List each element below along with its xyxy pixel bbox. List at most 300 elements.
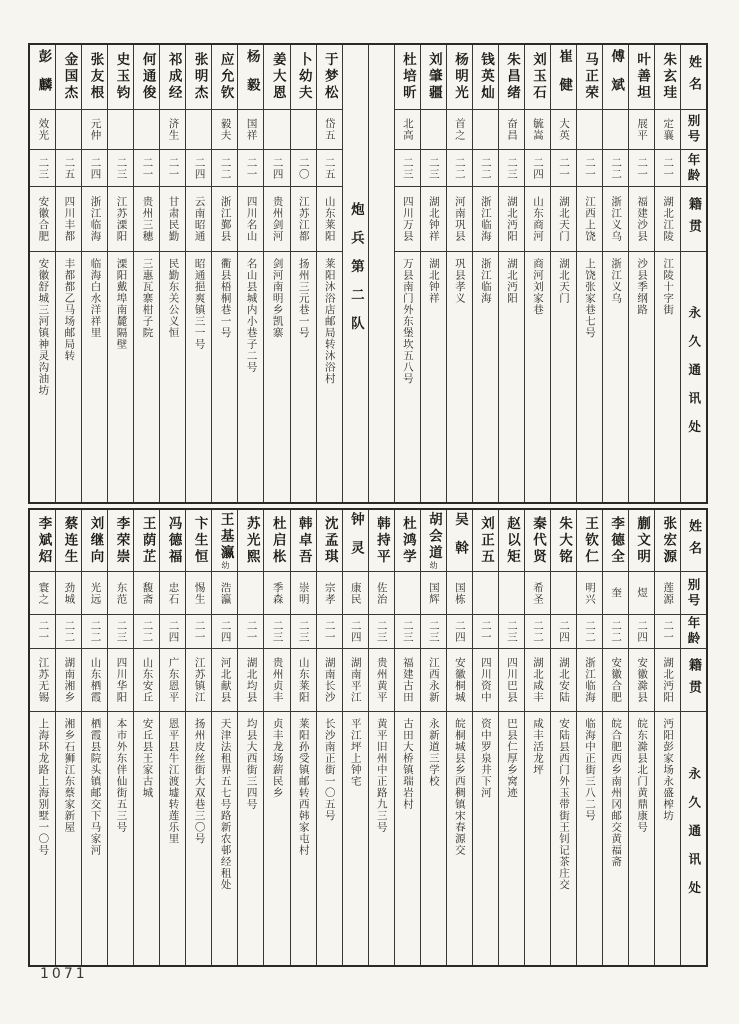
person-address: 临海中正街三八二号 — [584, 718, 597, 822]
person-alias: 奋昌 — [499, 110, 524, 150]
person-alias: 宗孝 — [317, 572, 342, 615]
person-column — [316, 45, 342, 502]
person-age: 二二 — [134, 615, 159, 649]
person-column — [472, 45, 498, 502]
person-name: 于梦松 — [317, 45, 342, 110]
person-name: 朱昌绪 — [499, 45, 524, 110]
person-origin: 湖南长沙 — [317, 649, 342, 712]
person-origin: 山东栖霞 — [82, 649, 107, 712]
header-column — [680, 510, 706, 965]
person-address: 黄平旧州中正路九三号 — [375, 718, 388, 833]
person-alias: 国辉 — [421, 572, 446, 615]
person-column — [107, 45, 133, 502]
header-name: 姓名 — [681, 510, 706, 572]
person-origin: 浙江临海 — [82, 187, 107, 252]
person-origin: 云南昭通 — [186, 187, 211, 252]
person-address: 上饶张家巷七号 — [584, 258, 597, 339]
person-alias: 效光 — [30, 110, 55, 150]
person-name: 杜启枨 — [264, 510, 289, 572]
person-column — [133, 510, 159, 965]
person-origin: 江苏镇江 — [186, 649, 211, 712]
person-column — [654, 510, 680, 965]
person-address: 皖合肥西乡南州冈邮交黄福斋 — [610, 718, 623, 868]
header-age: 年龄 — [681, 615, 706, 649]
person-name: 朱玄珪 — [655, 45, 680, 110]
person-column — [368, 510, 394, 965]
person-address: 昭通挹爽镇三一号 — [193, 258, 206, 350]
person-alias — [264, 110, 289, 150]
person-name: 李德全 — [603, 510, 628, 572]
person-alias — [473, 110, 498, 150]
person-age: 二三 — [499, 615, 524, 649]
person-age: 二四 — [212, 615, 237, 649]
person-address: 永新道三学校 — [427, 718, 440, 787]
person-origin: 湖北沔阳 — [499, 187, 524, 252]
person-origin: 浙江鄞县 — [212, 187, 237, 252]
person-age: 二一 — [629, 150, 654, 187]
person-alias — [421, 110, 446, 150]
person-name: 吴斡 — [447, 510, 472, 572]
person-name: 何通俊 — [134, 45, 159, 110]
person-name: 胡会道 幼 — [421, 510, 446, 572]
person-origin: 浙江义乌 — [603, 187, 628, 252]
person-alias — [56, 110, 81, 150]
person-origin: 四川华阳 — [108, 649, 133, 712]
person-column — [602, 45, 628, 502]
person-name: 史玉钧 — [108, 45, 133, 110]
person-origin: 贵州贞丰 — [264, 649, 289, 712]
person-age: 二三 — [291, 615, 316, 649]
person-alias: 浩瀛 — [212, 572, 237, 615]
person-column — [237, 510, 263, 965]
person-column — [576, 45, 602, 502]
person-name: 卞生恒 — [186, 510, 211, 572]
person-age: 二二 — [473, 150, 498, 187]
person-age: 二三 — [395, 615, 420, 649]
person-address: 莱阳沐浴店邮局转沐浴村 — [323, 258, 336, 385]
person-alias — [108, 110, 133, 150]
person-column — [55, 510, 81, 965]
person-origin: 江苏溧阳 — [108, 187, 133, 252]
person-age: 二五 — [317, 150, 342, 187]
person-age: 二一 — [655, 150, 680, 187]
person-origin: 湖北沔阳 — [655, 649, 680, 712]
person-address: 湖北沔阳 — [505, 258, 518, 304]
person-column — [524, 510, 550, 965]
unit-divider-column — [342, 45, 368, 502]
person-address: 沔阳彭家场永盛榨坊 — [662, 718, 675, 822]
person-column — [550, 510, 576, 965]
person-address: 安丘县王家古城 — [141, 718, 154, 799]
person-alias: 大英 — [551, 110, 576, 150]
person-name: 冯德福 — [160, 510, 185, 572]
header-age: 年龄 — [681, 150, 706, 187]
person-age: 二三 — [30, 150, 55, 187]
person-column — [602, 510, 628, 965]
person-address: 湘乡石狮江东蔡家新屋 — [63, 718, 76, 833]
person-alias: 希圣 — [525, 572, 550, 615]
person-address: 剑河南明乡凯寨 — [271, 258, 284, 339]
person-alias: 国栋 — [447, 572, 472, 615]
person-origin: 福建古田 — [395, 649, 420, 712]
person-name: 钱英灿 — [473, 45, 498, 110]
person-column — [185, 45, 211, 502]
person-origin: 安徽滁县 — [629, 649, 654, 712]
person-name: 刘继向 — [82, 510, 107, 572]
person-name: 王基瀛 幼 — [212, 510, 237, 572]
person-name: 韩卓吾 — [291, 510, 316, 572]
person-name: 彭麟 — [30, 45, 55, 110]
person-alias: 劲城 — [56, 572, 81, 615]
person-age: 二一 — [655, 615, 680, 649]
person-alias: 展平 — [629, 110, 654, 150]
person-address: 沙县季纲路 — [636, 258, 649, 316]
person-name: 应允钦 — [212, 45, 237, 110]
person-name: 苏光熙 — [238, 510, 263, 572]
person-name: 李荣崇 — [108, 510, 133, 572]
person-age: 二三 — [108, 615, 133, 649]
person-name: 傅斌 — [603, 45, 628, 110]
person-alias — [577, 110, 602, 150]
person-alias: 毓嵩 — [525, 110, 550, 150]
header-origin: 籍贯 — [681, 187, 706, 252]
person-name: 沈孟琪 — [317, 510, 342, 572]
person-column — [237, 45, 263, 502]
person-origin: 贵州三穗 — [134, 187, 159, 252]
person-name: 卜幼夫 — [291, 45, 316, 110]
person-age: 二一 — [160, 150, 185, 187]
person-address: 巴县仁厚乡窝迹 — [505, 718, 518, 799]
person-name: 蔡连生 — [56, 510, 81, 572]
person-address: 湖北天门 — [558, 258, 570, 304]
person-alias: 康民 — [343, 572, 368, 615]
person-alias: 煜 — [629, 572, 654, 615]
unit-divider-label: 炮兵第二队 — [347, 202, 364, 345]
header-address: 永久通讯处 — [686, 305, 702, 449]
person-name: 祁成经 — [160, 45, 185, 110]
person-column — [654, 45, 680, 502]
person-address: 巩县孝义 — [453, 258, 466, 304]
person-age: 二一 — [577, 150, 602, 187]
person-address: 商河刘家巷 — [531, 258, 544, 316]
person-alias: 奎 — [603, 572, 628, 615]
person-column — [420, 510, 446, 965]
person-alias — [551, 572, 576, 615]
person-age: 二五 — [56, 150, 81, 187]
person-origin: 四川巴县 — [499, 649, 524, 712]
person-column — [30, 45, 55, 502]
person-column — [394, 510, 420, 965]
person-name: 秦代贤 — [525, 510, 550, 572]
person-name: 杜鸿学 — [395, 510, 420, 572]
person-origin: 安徽合肥 — [30, 187, 55, 252]
person-address: 资中罗泉井下河 — [479, 718, 492, 799]
person-age: 二四 — [82, 150, 107, 187]
roster-table-top — [28, 43, 708, 504]
person-address: 咸丰活龙坪 — [531, 718, 544, 776]
person-column — [628, 510, 654, 965]
person-origin: 江苏无锡 — [30, 649, 55, 712]
person-origin: 湖南平江 — [343, 649, 368, 712]
person-address: 皖桐城县乡西稠镇宋春源交 — [453, 718, 466, 856]
person-alias: 岱五 — [317, 110, 342, 150]
person-alias — [238, 572, 263, 615]
person-alias: 首之 — [447, 110, 472, 150]
person-name: 杨毅 — [238, 45, 263, 110]
person-origin: 贵州剑河 — [264, 187, 289, 252]
person-alias — [603, 110, 628, 150]
person-age: 二一 — [134, 150, 159, 187]
person-column — [498, 45, 524, 502]
person-origin: 江西永新 — [421, 649, 446, 712]
person-origin: 安徽桐城 — [447, 649, 472, 712]
person-alias: 忠石 — [160, 572, 185, 615]
person-alias: 惕生 — [186, 572, 211, 615]
person-column — [81, 510, 107, 965]
person-column — [446, 510, 472, 965]
person-address: 安徽舒城三河镇神灵沟油坊 — [37, 258, 50, 396]
person-age: 二四 — [343, 615, 368, 649]
person-address: 莱阳孙受镇邮转西韩家屯村 — [297, 718, 310, 856]
person-age: 二四 — [551, 615, 576, 649]
person-alias: 明兴 — [577, 572, 602, 615]
person-address: 安陆县西门外玉带街王钊记茶庄交 — [558, 718, 570, 891]
person-alias: 寰之 — [30, 572, 55, 615]
person-address: 扬州皮丝街大双巷三〇号 — [193, 718, 206, 845]
person-address: 栖霞县院头镇邮交下马家河 — [89, 718, 102, 856]
person-origin: 安徽合肥 — [603, 649, 628, 712]
person-address: 上海环龙路上海别墅一〇号 — [37, 718, 50, 856]
person-name: 张友根 — [82, 45, 107, 110]
person-name: 李斌炤 — [30, 510, 55, 572]
person-age: 二一 — [30, 615, 55, 649]
person-age: 二二 — [577, 615, 602, 649]
person-alias: 东范 — [108, 572, 133, 615]
person-address: 临海白水洋祥里 — [89, 258, 102, 339]
person-address: 溧阳戴埠南麓隔壁 — [115, 258, 128, 350]
person-column — [524, 45, 550, 502]
person-name: 刘肇疆 — [421, 45, 446, 110]
person-origin: 湖北钟祥 — [421, 187, 446, 252]
person-alias — [473, 572, 498, 615]
person-column — [290, 510, 316, 965]
person-name: 姜大恩 — [264, 45, 289, 110]
person-age: 二二 — [603, 615, 628, 649]
person-address: 衢县梧桐巷一号 — [219, 258, 232, 339]
person-name: 崔健 — [551, 45, 576, 110]
person-origin: 山东安丘 — [134, 649, 159, 712]
person-name: 刘玉石 — [525, 45, 550, 110]
header-name: 姓名 — [681, 45, 706, 110]
person-age: 二四 — [447, 615, 472, 649]
person-alias: 济生 — [160, 110, 185, 150]
person-alias: 毅夫 — [212, 110, 237, 150]
person-alias — [134, 110, 159, 150]
person-address: 浙江义乌 — [610, 258, 623, 304]
person-address: 江陵十字街 — [662, 258, 675, 316]
person-name: 杜培昕 — [395, 45, 420, 110]
person-origin: 湖北咸丰 — [525, 649, 550, 712]
person-name: 赵以矩 — [499, 510, 524, 572]
person-origin: 四川名山 — [238, 187, 263, 252]
person-origin: 江苏江都 — [291, 187, 316, 252]
person-origin: 贵州黄平 — [369, 649, 394, 712]
person-address: 民勤东关公义恒 — [167, 258, 180, 339]
person-column — [185, 510, 211, 965]
person-name: 王荫芷 — [134, 510, 159, 572]
person-name: 张明杰 — [186, 45, 211, 110]
person-column — [420, 45, 446, 502]
person-address: 恩平县牛江渡墟转莲乐里 — [167, 718, 180, 845]
person-alias: 崇明 — [291, 572, 316, 615]
person-name: 张宏源 — [655, 510, 680, 572]
person-column — [133, 45, 159, 502]
person-origin: 四川丰都 — [56, 187, 81, 252]
person-origin: 河北献县 — [212, 649, 237, 712]
person-column — [576, 510, 602, 965]
person-column — [550, 45, 576, 502]
person-age: 二二 — [525, 615, 550, 649]
person-address: 湖北钟祥 — [427, 258, 440, 304]
person-column — [211, 45, 237, 502]
person-origin: 福建沙县 — [629, 187, 654, 252]
person-age: 二一 — [317, 615, 342, 649]
person-name: 杨明光 — [447, 45, 472, 110]
person-origin: 湖南湘乡 — [56, 649, 81, 712]
person-name: 钟灵 — [343, 510, 368, 572]
person-age: 二四 — [629, 615, 654, 649]
person-origin: 山东莱阳 — [317, 187, 342, 252]
person-alias: 季森 — [264, 572, 289, 615]
person-origin: 四川万县 — [395, 187, 420, 252]
person-address: 三惠瓦寨柑子院 — [141, 258, 154, 339]
person-origin: 湖北江陵 — [655, 187, 680, 252]
person-age: 二三 — [421, 150, 446, 187]
person-age: 二一 — [473, 615, 498, 649]
header-alias: 别号 — [681, 110, 706, 150]
person-address: 浙江临海 — [479, 258, 492, 304]
header-column — [680, 45, 706, 502]
person-origin: 山东商河 — [525, 187, 550, 252]
person-age: 二一 — [238, 150, 263, 187]
person-column — [472, 510, 498, 965]
person-column — [290, 45, 316, 502]
person-alias: 莲源 — [655, 572, 680, 615]
person-origin: 山东莱阳 — [291, 649, 316, 712]
person-address: 扬州三元巷一号 — [297, 258, 310, 339]
person-age: 二〇 — [291, 150, 316, 187]
person-address: 长沙南正街一〇五号 — [323, 718, 336, 822]
spacer-column — [368, 45, 394, 502]
person-alias — [395, 572, 420, 615]
person-column — [394, 45, 420, 502]
person-age: 二二 — [212, 150, 237, 187]
person-column — [159, 510, 185, 965]
person-age: 二二 — [56, 615, 81, 649]
person-address: 本市外东伴仙街五三号 — [115, 718, 128, 833]
person-name: 蒯文明 — [629, 510, 654, 572]
person-age: 二四 — [525, 150, 550, 187]
person-address: 均县大西街三四号 — [245, 718, 258, 810]
person-alias: 佐治 — [369, 572, 394, 615]
person-address: 古田大桥镇瑞岩村 — [401, 718, 414, 810]
person-origin: 四川资中 — [473, 649, 498, 712]
person-origin: 湖北安陆 — [551, 649, 576, 712]
person-column — [30, 510, 55, 965]
person-origin: 广东恩平 — [160, 649, 185, 712]
person-age: 二二 — [82, 615, 107, 649]
person-alias — [499, 572, 524, 615]
person-age: 二三 — [264, 615, 289, 649]
person-address: 丰都都乙马场邮局转 — [63, 258, 76, 362]
person-name: 王钦仁 — [577, 510, 602, 572]
header-address: 永久通讯处 — [686, 767, 702, 910]
person-column — [498, 510, 524, 965]
person-origin: 浙江临海 — [577, 649, 602, 712]
person-address: 名山县城内小巷子二号 — [245, 258, 258, 373]
person-name: 韩持平 — [369, 510, 394, 572]
person-column — [81, 45, 107, 502]
person-column — [342, 510, 368, 965]
person-column — [107, 510, 133, 965]
person-address: 天津法租界五七号路新农邨经租处 — [219, 718, 232, 891]
person-origin: 浙江临海 — [473, 187, 498, 252]
person-column — [211, 510, 237, 965]
person-alias — [186, 110, 211, 150]
person-name: 金国杰 — [56, 45, 81, 110]
person-alias: 定襄 — [655, 110, 680, 150]
person-origin: 江西上饶 — [577, 187, 602, 252]
header-alias: 别号 — [681, 572, 706, 615]
person-origin: 河南巩县 — [447, 187, 472, 252]
person-name-note: 幼 — [220, 561, 230, 570]
person-age: 二一 — [238, 615, 263, 649]
person-alias: 元仲 — [82, 110, 107, 150]
person-name: 马正荣 — [577, 45, 602, 110]
person-name: 刘正五 — [473, 510, 498, 572]
person-age: 二三 — [395, 150, 420, 187]
person-column — [263, 510, 289, 965]
person-age: 二一 — [551, 150, 576, 187]
person-age: 二四 — [160, 615, 185, 649]
page-number: 1071 — [40, 966, 88, 982]
person-age: 二二 — [447, 150, 472, 187]
person-name: 叶善坦 — [629, 45, 654, 110]
person-name: 朱大铭 — [551, 510, 576, 572]
person-name-note: 幼 — [429, 561, 439, 570]
person-column — [263, 45, 289, 502]
header-origin: 籍贯 — [681, 649, 706, 712]
person-column — [55, 45, 81, 502]
person-alias: 馥斋 — [134, 572, 159, 615]
person-age: 二四 — [264, 150, 289, 187]
person-address: 万县南门外东堡坎五八号 — [401, 258, 414, 385]
person-origin: 湖北天门 — [551, 187, 576, 252]
person-column — [159, 45, 185, 502]
person-alias: 北高 — [395, 110, 420, 150]
person-age: 二二 — [603, 150, 628, 187]
person-age: 二三 — [421, 615, 446, 649]
person-address: 皖东滁县北门黄鼎康号 — [636, 718, 649, 833]
person-age: 二三 — [108, 150, 133, 187]
person-age: 二四 — [186, 150, 211, 187]
roster-table-bottom — [28, 508, 708, 967]
person-age: 二一 — [186, 615, 211, 649]
person-age: 二三 — [499, 150, 524, 187]
person-alias — [291, 110, 316, 150]
person-address: 平江坪上钟宅 — [349, 718, 362, 787]
person-column — [446, 45, 472, 502]
